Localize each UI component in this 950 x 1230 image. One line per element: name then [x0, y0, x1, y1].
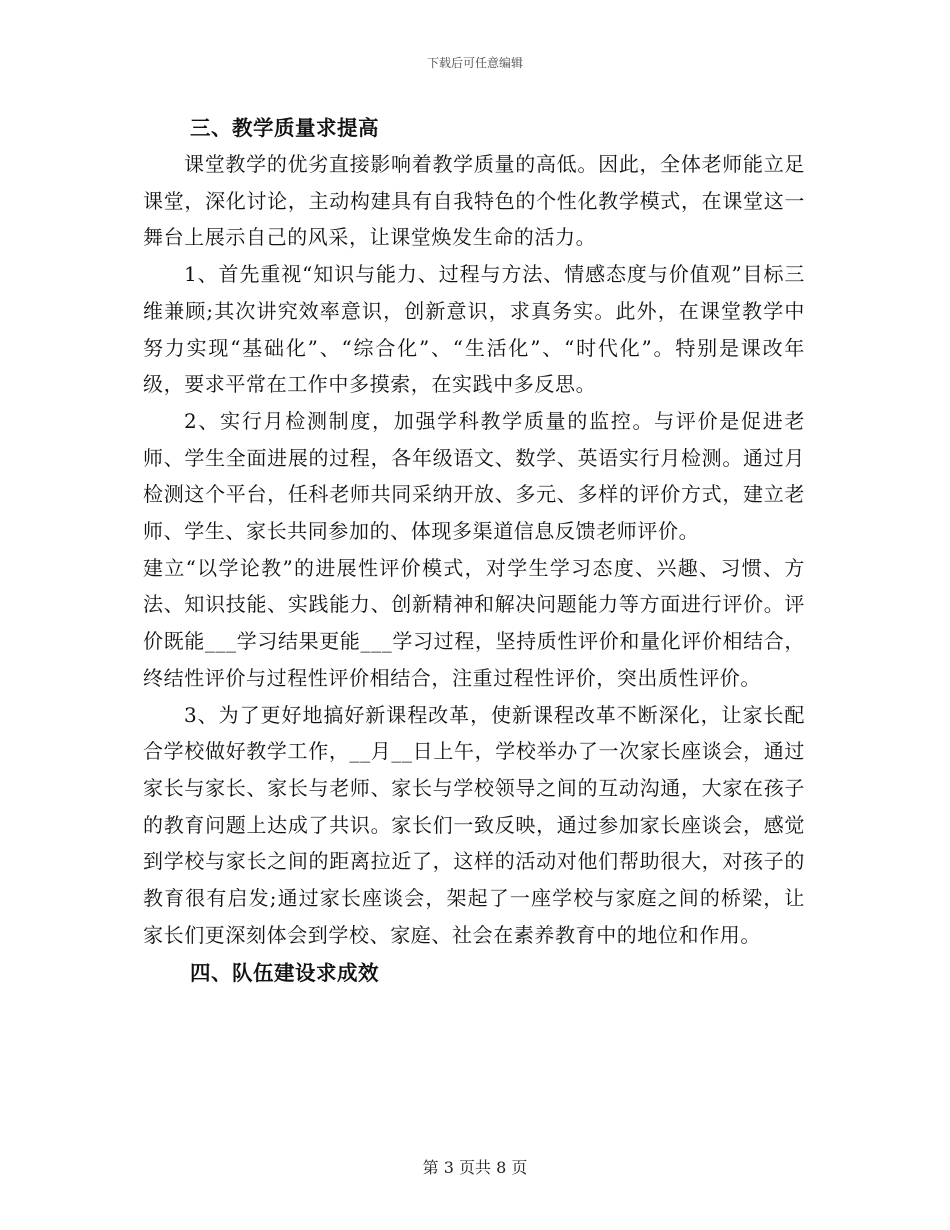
- document-body: [143, 110, 805, 991]
- paragraph-item-3: 3、为了更好地搞好新课程改革，使新课程改革不断深化，让家长配合学校做好教学工作，__月__日上午，学校举办了一次家长座谈会，通过家长与家长、家长与老师、家长与学校领导之间的互动沟通，大家在孩子的教育问题上达成了共识。家长们一致反映，通过参加家长座谈会，感觉到学校与家长之间的距离拉近了，这样的活动对他们帮助很大，对孩子的教育很有启发;通过家长座谈会，架起了一座学校与家庭之间的桥梁，让家长们更深刻体会到学校、家庭、社会在素养教育中的地位和作用。: [143, 702, 805, 947]
- section-heading-teaching-quality: 三、教学质量求提高: [190, 116, 379, 140]
- section-heading-team-building: 四、队伍建设求成效: [190, 961, 379, 986]
- paragraph-item-1: 1、首先重视“知识与能力、过程与方法、情感态度与价值观”目标三维兼顾;其次讲究效率意识，创新意识，求真务实。此外，在课堂教学中努力实现“基础化”、“综合化”、“生活化”、“时代化”。特别是课改年级，要求平常在工作中多摸索，在实践中多反思。: [143, 262, 805, 397]
- paragraph-intro: 课堂教学的优劣直接影响着教学质量的高低。因此，全体老师能立足课堂，深化讨论，主动构建具有自我特色的个性化教学模式，在课堂这一舞台上展示自己的风采，让课堂焕发生命的活力。: [143, 152, 805, 250]
- paragraph-item-2-continued: 建立“以学论教”的进展性评价模式，对学生学习态度、兴趣、习惯、方法、知识技能、实践能力、创新精神和解决问题能力等方面进行评价。评价既能___学习结果更能___学习过程，坚持质性评价和量化评价相结合，终结性评价与过程性评价相结合，注重过程性评价，突出质性评价。: [143, 555, 805, 690]
- page-header: 下载后可任意编辑: [426, 56, 523, 70]
- page-footer: 第 3 页共 8 页: [422, 1158, 528, 1177]
- paragraph-item-2: 2、实行月检测制度，加强学科教学质量的监控。与评价是促进老师、学生全面进展的过程，各年级语文、数学、英语实行月检测。通过月检测这个平台，任科老师共同采纳开放、多元、多样的评价方式，建立老师、学生、家长共同参加的、体现多渠道信息反馈老师评价。: [143, 408, 805, 544]
